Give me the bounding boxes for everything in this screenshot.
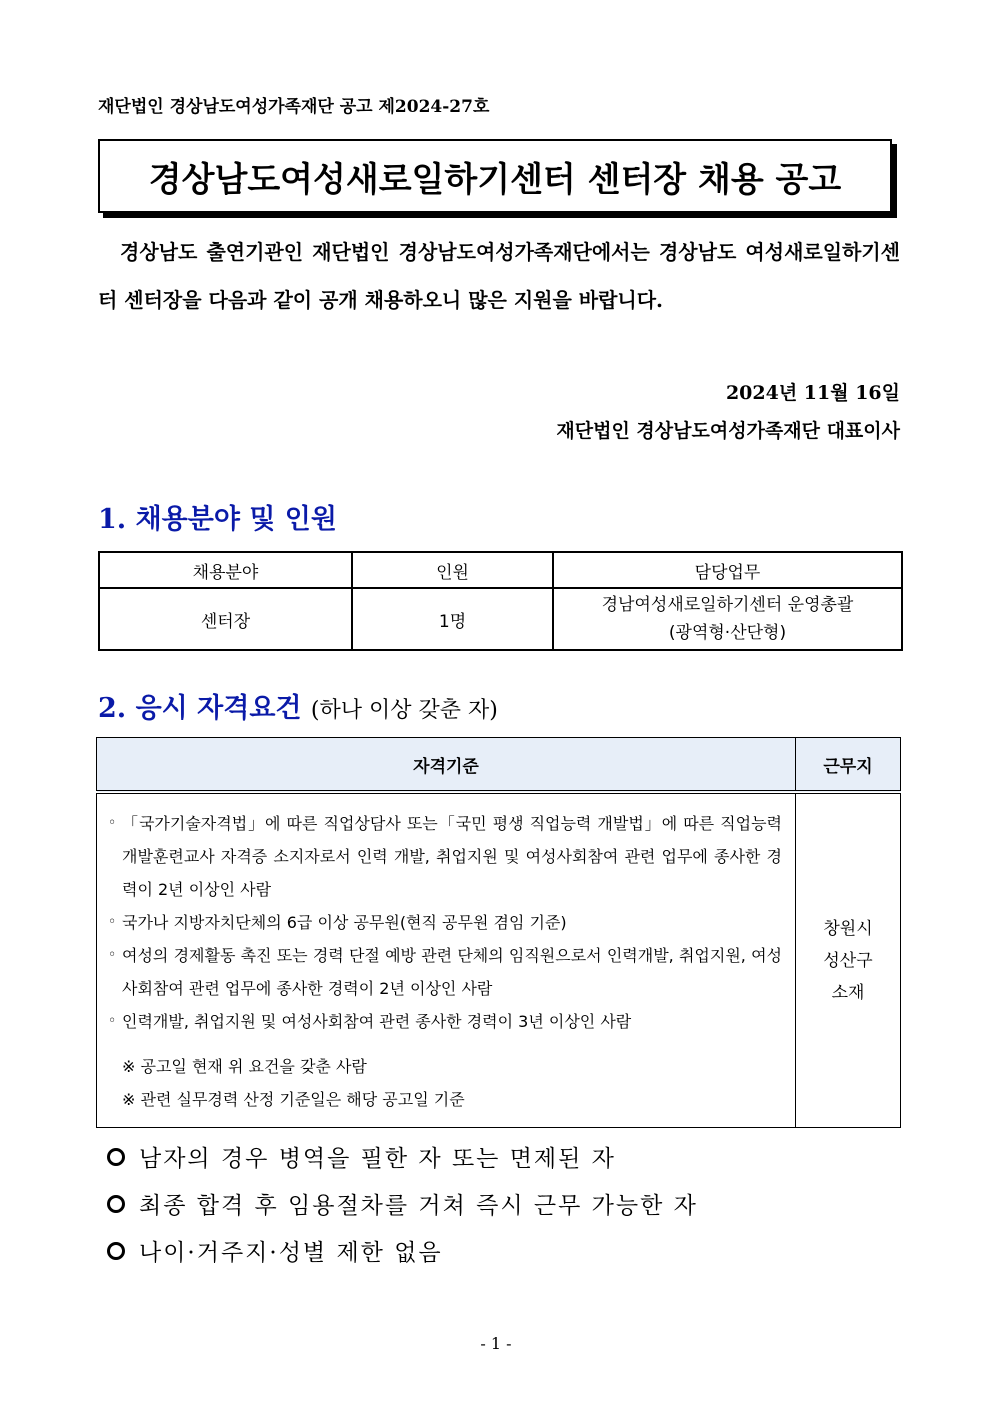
bullet-icon: ◦: [108, 947, 117, 963]
location-line: 창원시: [823, 918, 873, 939]
condition-item: [107, 1187, 698, 1220]
note-line: ※ 공고일 현재 위 요건을 갖춘 사람: [122, 1057, 367, 1076]
table-row: [99, 588, 902, 650]
header-location: 근무지: [796, 738, 901, 793]
notice-date: 2024년 11월 16일: [725, 382, 900, 404]
notice-number: 재단법인 경상남도여성가족재단 공고 제2024-27호: [98, 97, 490, 117]
circle-bullet-icon: [107, 1195, 125, 1213]
criteria-text: 국가나 지방자치단체의 6급 이상 공무원(현직 공무원 겸임 기준): [122, 913, 567, 932]
section2-title: [98, 686, 498, 725]
location-line: 소재: [831, 982, 865, 1003]
location-cell: [796, 792, 901, 1128]
page-title: 경상남도여성새로일하기센터 센터장 채용 공고: [98, 139, 892, 213]
condition-item: [107, 1140, 616, 1173]
circle-bullet-icon: [107, 1242, 125, 1260]
cell-field: 센터장: [99, 588, 352, 650]
section2-title-text: 2. 응시 자격요건: [98, 693, 302, 724]
list-item: [108, 1005, 782, 1038]
section2-subtitle: (하나 이상 갖춘 자): [310, 698, 498, 723]
header-count: 인원: [352, 552, 553, 588]
bullet-icon: ◦: [108, 815, 117, 831]
condition-text: 최종 합격 후 임용절차를 거쳐 즉시 근무 가능한 자: [139, 1193, 698, 1219]
intro-text: 경상남도 출연기관인 재단법인 경상남도여성가족재단에서는 경상남도 여성새로일하기센터 센터장을 다음과 같이 공개 채용하오니 많은 지원을 바랍니다.: [98, 240, 900, 312]
duty-line-1: 경남여성새로일하기센터 운영총괄: [601, 595, 854, 615]
cell-count: 1명: [352, 588, 553, 650]
circle-bullet-icon: [107, 1148, 125, 1166]
qualification-table: [96, 737, 901, 1128]
table-header-row: [99, 552, 902, 588]
condition-text: 나이·거주지·성별 제한 없음: [139, 1240, 443, 1266]
condition-text: 남자의 경우 병역을 필한 자 또는 면제된 자: [139, 1146, 616, 1172]
table-header-row: [97, 738, 901, 793]
list-item: [108, 906, 782, 939]
list-item: [108, 939, 782, 1005]
criteria-text: 인력개발, 취업지원 및 여성사회참여 관련 종사한 경력이 3년 이상인 사람: [122, 1012, 632, 1031]
condition-item: [107, 1234, 443, 1267]
bullet-icon: ◦: [108, 1013, 117, 1029]
criteria-cell: [97, 792, 796, 1128]
intro-paragraph: [98, 228, 900, 324]
table-row: [97, 792, 901, 1128]
page-number: - 1 -: [480, 1334, 512, 1353]
recruitment-table: [98, 551, 903, 651]
header-field: 채용분야: [99, 552, 352, 588]
note-line: ※ 관련 실무경력 산정 기준일은 해당 공고일 기준: [122, 1090, 465, 1109]
criteria-text: 「국가기술자격법」에 따른 직업상담사 또는「국민 평생 직업능력 개발법」에 따른 직업능력개발훈련교사 자격증 소지자로서 인력 개발, 취업지원 및 여성사회참여 관련 업무에 종사한 경력이 2년 이상인 사람: [122, 814, 782, 899]
duty-line-2: (광역형·산단형): [668, 623, 787, 643]
location-line: 성산구: [823, 950, 873, 971]
list-item: [108, 807, 782, 906]
header-duty: 담당업무: [553, 552, 902, 588]
criteria-list: [98, 795, 794, 1126]
header-criteria: 자격기준: [97, 738, 796, 793]
criteria-text: 여성의 경제활동 촉진 또는 경력 단절 예방 관련 단체의 임직원으로서 인력개발, 취업지원, 여성사회참여 관련 업무에 종사한 경력이 2년 이상인 사람: [122, 946, 782, 998]
cell-duty: [553, 588, 902, 650]
section1-title: 1. 채용분야 및 인원: [98, 504, 337, 535]
criteria-notes: [108, 1050, 782, 1116]
signer: 재단법인 경상남도여성가족재단 대표이사: [556, 420, 900, 442]
bullet-icon: ◦: [108, 914, 117, 930]
